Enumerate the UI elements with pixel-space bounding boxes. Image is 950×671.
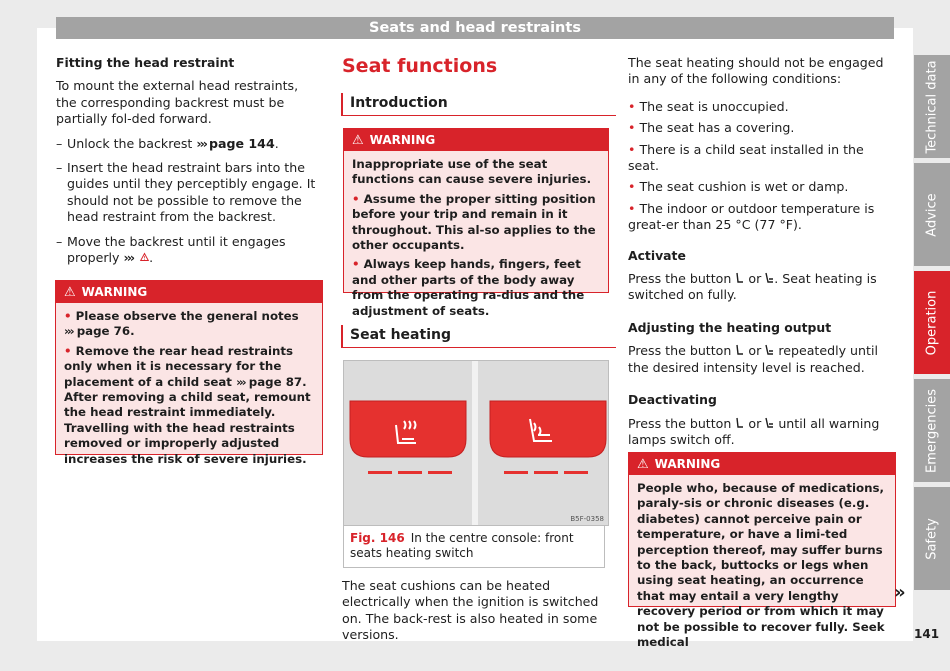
list-item: • The indoor or outdoor temperature is great-er than 25 °C (77 °F). (628, 200, 875, 233)
continued-icon: » (894, 582, 906, 603)
seat-heat-button-icon (735, 417, 744, 429)
chapter-title: Seat functions (342, 55, 498, 77)
deactivate-text: Press the button or until all warning lamps switch off. (628, 415, 880, 447)
list-item: • The seat cushion is wet or damp. (628, 179, 849, 195)
fitting-heading: Fitting the head restraint (56, 55, 235, 70)
tab-emergencies[interactable]: Emergencies (914, 379, 950, 482)
backrest-heat-button-icon (765, 272, 774, 284)
page-ref-link[interactable]: page 87 (248, 374, 303, 389)
conditions-intro: The seat heating should not be engaged in any of the following conditions: (628, 55, 884, 87)
seat-heat-button-icon (735, 272, 744, 284)
deactivate-heading: Deactivating (628, 392, 717, 408)
seat-heating-body: The seat cushions can be heated electrically when the ignition is switched on. The back-rest is also heated in some versions. (342, 578, 599, 643)
seat-heating-heading: Seat heating (341, 325, 616, 348)
section-header: Seats and head restraints (56, 17, 894, 39)
page-ref-link[interactable]: page 76 (76, 324, 131, 339)
conditions-list (628, 99, 894, 234)
page-ref-link[interactable]: ››› page 144 (196, 135, 275, 151)
warning-triangle-icon (140, 251, 149, 263)
fitting-intro: To mount the external head restraints, the corresponding backrest must be partially fol-ded forward. (56, 78, 299, 127)
warning-box-seat-functions: ⚠ WARNING Inappropriate use of the seat functions can cause severe injuries. • Assume the proper sitting position before your trip and remain in it throughout. This al-so applies to the other occupants. • Always keep hands, fingers, feet and other parts of the body away from the operating ra-dius and the adjustment of seats. (343, 128, 609, 293)
warning-icon: ⚠ (352, 133, 364, 148)
warning-icon: ⚠ (64, 285, 76, 300)
tab-technical-data[interactable]: Technical data (914, 55, 950, 158)
tab-advice[interactable]: Advice (914, 163, 950, 266)
backrest-heat-button-icon (765, 344, 774, 356)
warning-box-seat-heating: ⚠ WARNING People who, because of medications, paraly-sis or chronic diseases (e.g. diabetes) cannot perceive pain or temperature, or have a limi-ted perception thereof, may suffer burns to the back, buttocks or legs when using seat heating, an occurrence that may entail a very lengthy recovery period or from which it may not be possible to recover fully. Seek medical (628, 452, 896, 607)
activate-text: Press the button or . Seat heating is switched on fully. (628, 271, 877, 303)
activate-heading: Activate (628, 247, 686, 263)
list-item: • There is a child seat installed in the seat. (628, 141, 864, 174)
step-insert: – Insert the head restraint bars into the guides until they perceptibly engage. It should not be possible to remove the head restraint from the backrest. (56, 160, 316, 225)
step-move: – Move the backrest until it engages properly ››› . (56, 233, 286, 266)
step-unlock: – Unlock the backrest ››› page 144. (56, 135, 279, 151)
page-number: 141 (914, 627, 940, 641)
list-item: • The seat is unoccupied. (628, 98, 789, 114)
figure-caption: Fig. 146 In the centre console: front seats heating switch (343, 526, 605, 568)
introduction-heading: Introduction (341, 93, 616, 116)
left-column (56, 55, 322, 274)
heating-switch-illustration (344, 361, 608, 525)
warning-icon: ⚠ (637, 457, 649, 472)
adjust-text: Press the button or repeatedly until the desired intensity level is reached. (628, 343, 878, 375)
adjust-heading: Adjusting the heating output (628, 319, 832, 335)
warning-box-head-restraint: ⚠ WARNING • Please observe the general notes ››› page 76. • Remove the rear head restraints only when it is necessary for the placement of a child seat ››› page 87. After removing a child seat, remount the head restraint immediately. Travelling with the head restraints removed or improperly adjusted increases the risk of severe injuries. (55, 280, 323, 455)
figure-code: B5F-0358 (570, 515, 604, 523)
figure-heating-switch (343, 360, 609, 526)
backrest-heat-button-icon (765, 417, 774, 429)
tab-operation[interactable]: Operation (914, 271, 950, 374)
tab-safety[interactable]: Safety (914, 487, 950, 590)
right-column (628, 55, 894, 456)
seat-heat-button-icon (735, 344, 744, 356)
list-item: • The seat has a covering. (628, 120, 795, 136)
